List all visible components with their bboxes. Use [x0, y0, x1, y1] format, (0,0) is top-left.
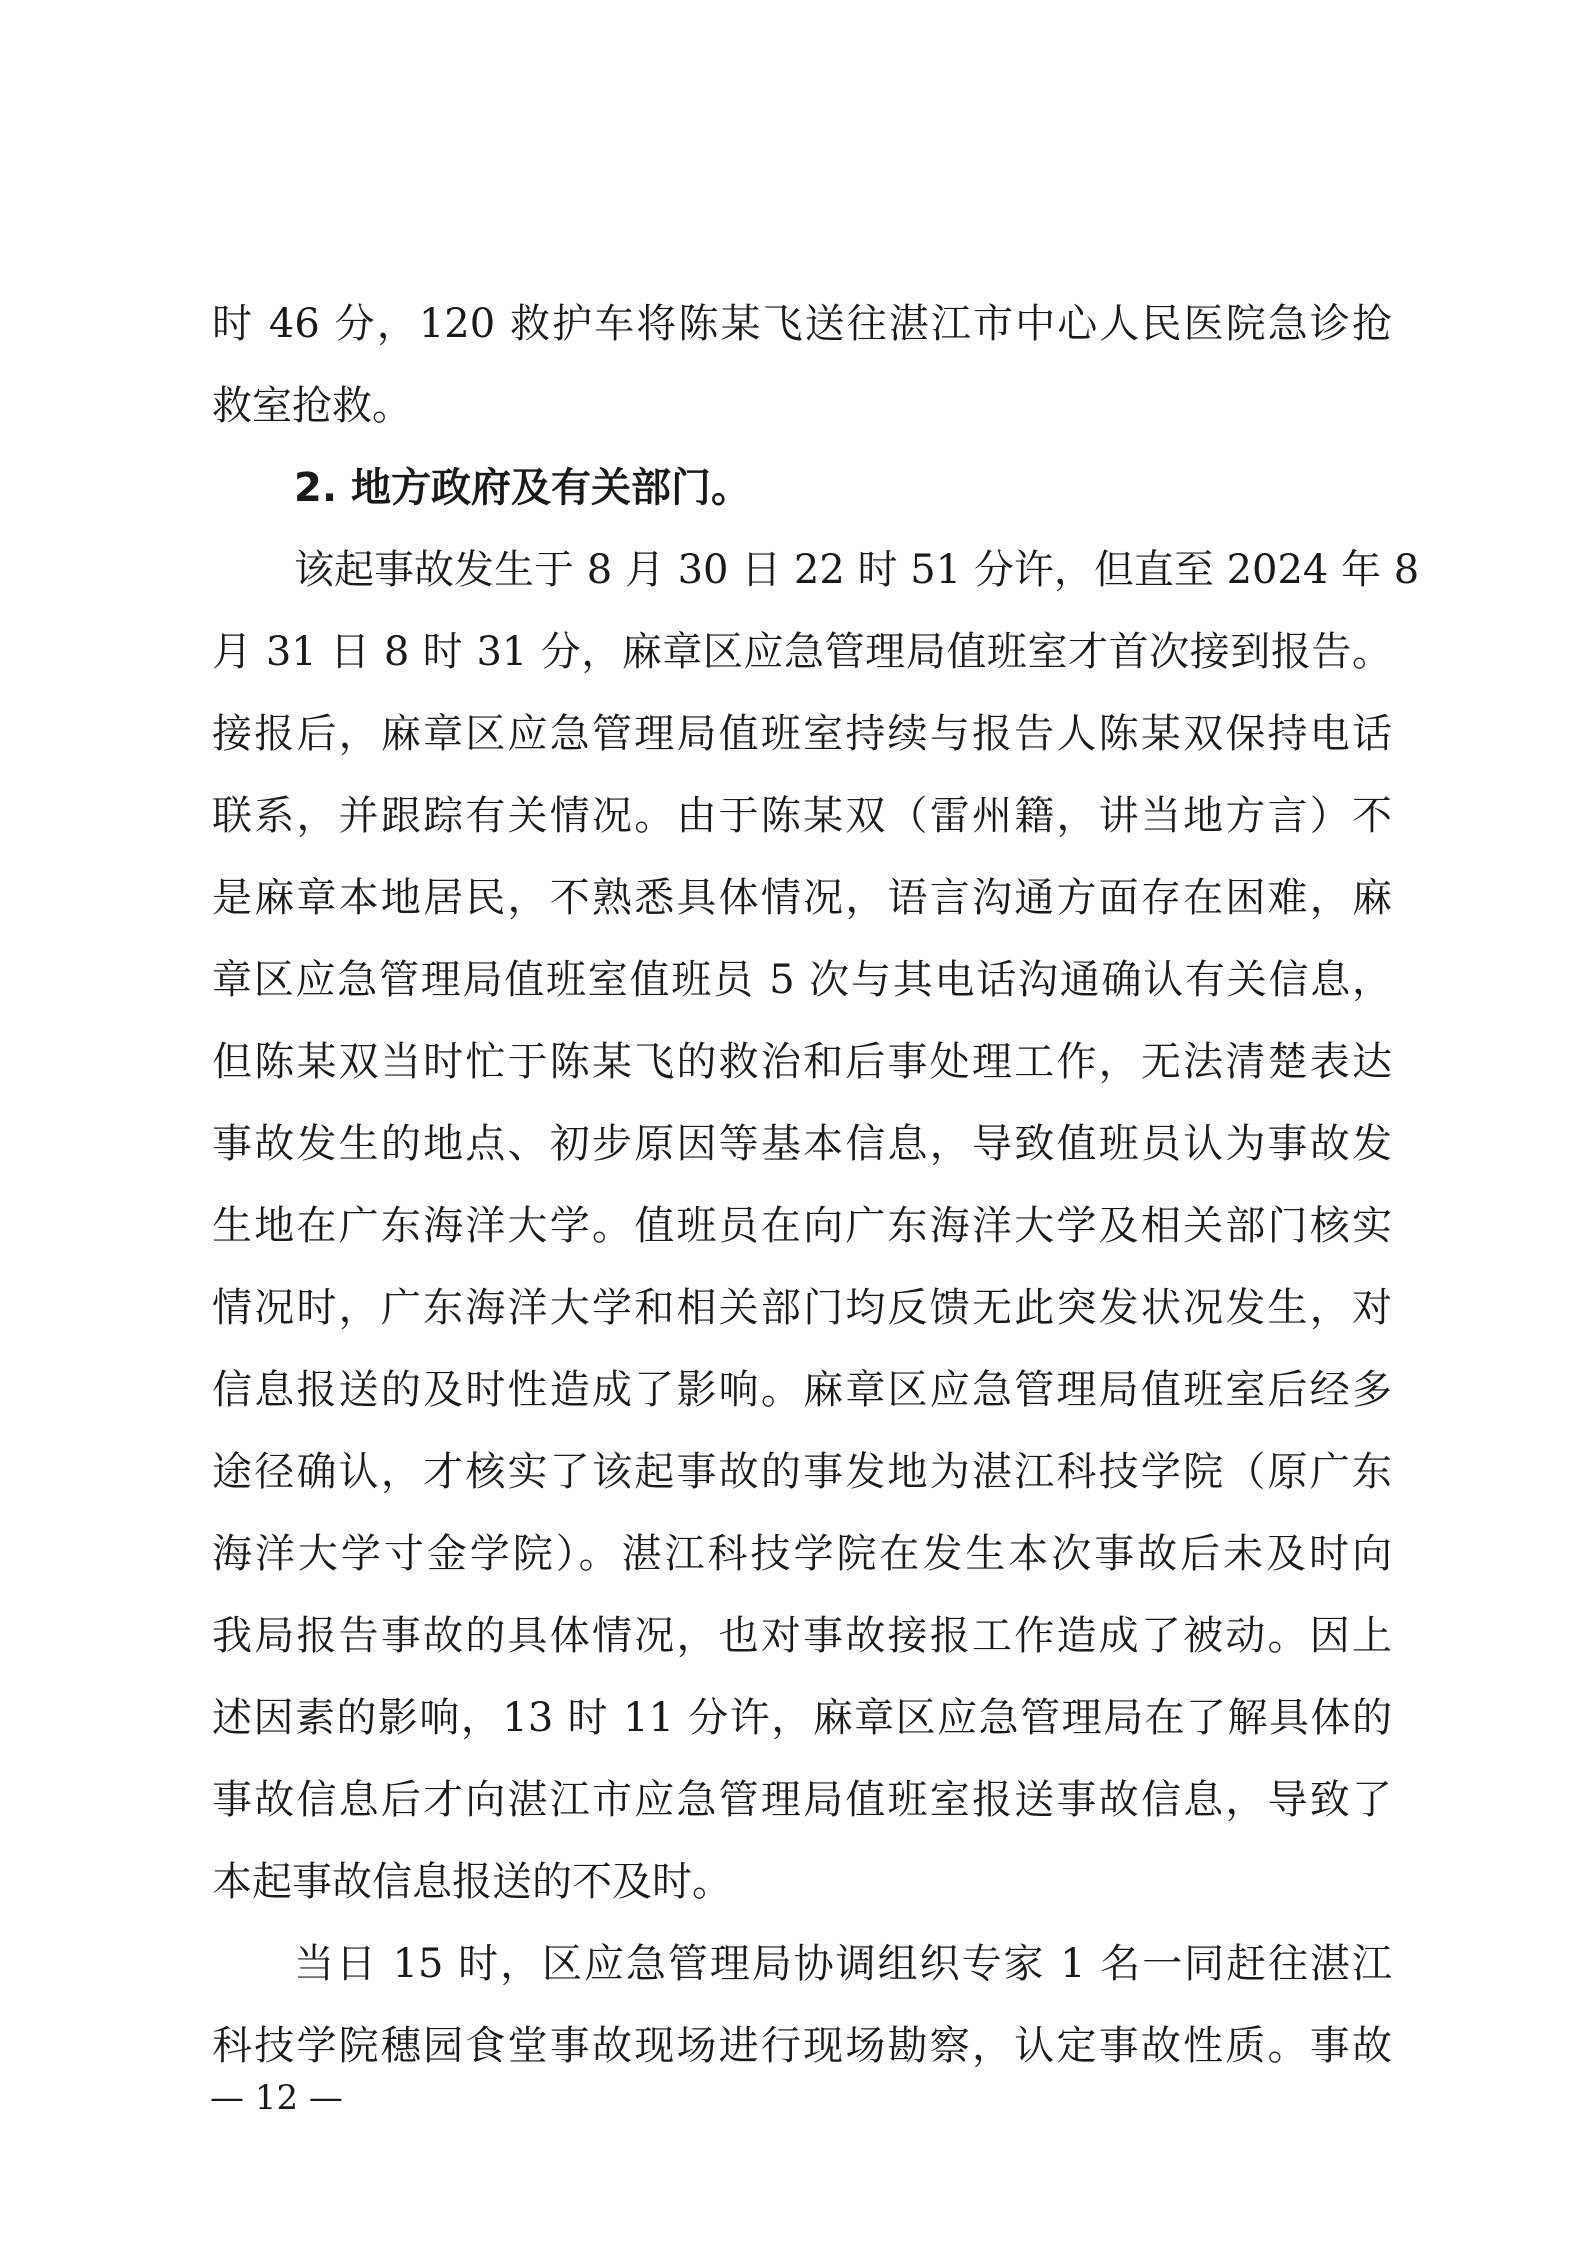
- text-line: 述因素的影响，13 时 11 分许，麻章区应急管理局在了解具体的: [212, 1695, 1392, 1741]
- heading-line: 2. 地方政府及有关部门。: [294, 465, 751, 511]
- text-line: 当日 15 时，区应急管理局协调组织专家 1 名一同赶往湛江: [294, 1941, 1392, 1987]
- text-line: 是麻章本地居民，不熟悉具体情况，语言沟通方面存在困难，麻: [212, 875, 1392, 921]
- text-line: 章区应急管理局值班室值班员 5 次与其电话沟通确认有关信息，: [212, 957, 1392, 1003]
- text-line: 信息报送的及时性造成了影响。麻章区应急管理局值班室后经多: [212, 1367, 1392, 1413]
- paragraph-body: [212, 1923, 1392, 2087]
- paragraph-continuation: [212, 283, 1392, 447]
- text-line: 我局报告事故的具体情况，也对事故接报工作造成了被动。因上: [212, 1613, 1392, 1659]
- text-line: 情况时，广东海洋大学和相关部门均反馈无此突发状况发生，对: [212, 1285, 1392, 1331]
- page-number: — 12 —: [210, 2078, 343, 2118]
- text-line: 但陈某双当时忙于陈某飞的救治和后事处理工作，无法清楚表达: [212, 1039, 1392, 1085]
- page-body: [212, 283, 1420, 2087]
- text-line: 事故信息后才向湛江市应急管理局值班室报送事故信息，导致了: [212, 1777, 1392, 1823]
- text-line: 海洋大学寸金学院）。湛江科技学院在发生本次事故后未及时向: [212, 1531, 1392, 1577]
- text-line: 本起事故信息报送的不及时。: [212, 1859, 732, 1905]
- text-line: 该起事故发生于 8 月 30 日 22 时 51 分许，但直至 2024 年 8: [294, 547, 1420, 593]
- text-line: 联系，并跟踪有关情况。由于陈某双（雷州籍，讲当地方言）不: [212, 793, 1392, 839]
- text-line: 月 31 日 8 时 31 分，麻章区应急管理局值班室才首次接到报告。: [212, 629, 1392, 675]
- text-line: 途径确认，才核实了该起事故的事发地为湛江科技学院（原广东: [212, 1449, 1392, 1495]
- text-line: 生地在广东海洋大学。值班员在向广东海洋大学及相关部门核实: [212, 1203, 1392, 1249]
- paragraph-body: [212, 529, 1420, 1923]
- text-line: 时 46 分，120 救护车将陈某飞送往湛江市中心人民医院急诊抢: [212, 301, 1392, 347]
- text-line: 事故发生的地点、初步原因等基本信息，导致值班员认为事故发: [212, 1121, 1392, 1167]
- section-heading: [212, 447, 1392, 529]
- text-line: 救室抢救。: [212, 383, 412, 429]
- text-line: 科技学院穗园食堂事故现场进行现场勘察，认定事故性质。事故: [212, 2023, 1392, 2069]
- text-line: 接报后，麻章区应急管理局值班室持续与报告人陈某双保持电话: [212, 711, 1392, 757]
